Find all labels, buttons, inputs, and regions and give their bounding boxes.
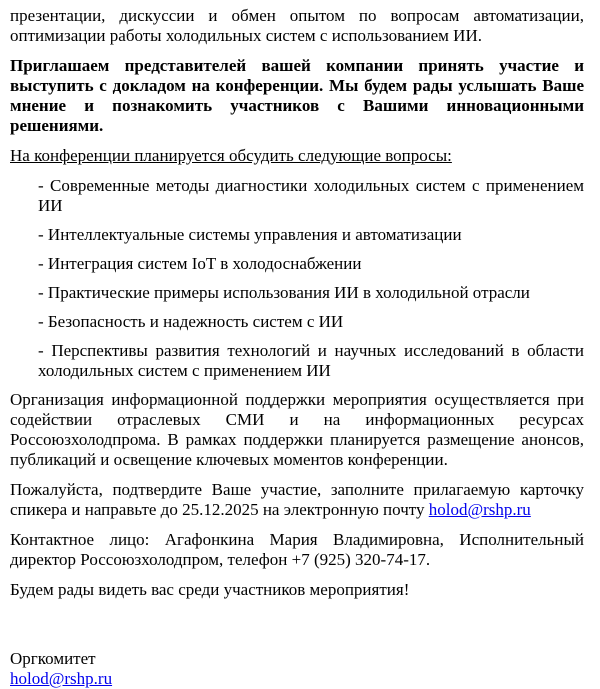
signature-email-link[interactable]: holod@rshp.ru (10, 669, 113, 688)
agenda-item: - Интеграция систем IoT в холодоснабжении (38, 254, 362, 273)
paragraph-media-support: Организация информационной поддержки мероприятия осуществляется при содействии отраслевых СМИ и на информационных ресурсах Россоюзхолодпрома. В рамках поддержки планируется размещение анонсов, публикаций и освещение ключевых моментов конференции. (10, 390, 584, 469)
agenda-heading-text: На конференции планируется обсудить следующие вопросы: (10, 146, 452, 165)
paragraph-intro-continuation: презентации, дискуссии и обмен опытом по вопросам автоматизации, оптимизации работы холодильных систем с использованием ИИ. (10, 6, 584, 45)
agenda-heading (10, 146, 584, 166)
paragraph-invitation: Приглашаем представителей вашей компании принять участие и выступить с докладом на конференции. Мы будем рады услышать Ваше мнение и познакомить участников с Вашими инновационными решениями. (10, 56, 584, 135)
confirmation-text: Пожалуйста, подтвердите Ваше участие, заполните прилагаемую карточку спикера и направьте до 25.12.2025 на электронную почту (10, 480, 584, 519)
agenda-item: - Практические примеры использования ИИ в холодильной отрасли (38, 283, 530, 302)
signature-name: Оргкомитет (10, 649, 96, 668)
blank-gap (10, 610, 584, 649)
paragraph-closing: Будем рады видеть вас среди участников мероприятия! (10, 580, 410, 599)
paragraph-contact: Контактное лицо: Агафонкина Мария Владимировна, Исполнительный директор Россоюзхолодпром, телефон +7 (925) 320-74-17. (10, 530, 584, 569)
email-link[interactable]: holod@rshp.ru (428, 500, 531, 519)
signature-block (10, 649, 584, 689)
agenda-item: - Современные методы диагностики холодильных систем с применением ИИ (38, 176, 584, 215)
paragraph-confirmation (10, 480, 584, 520)
agenda-list (10, 176, 584, 381)
agenda-item: - Безопасность и надежность систем с ИИ (38, 312, 344, 331)
agenda-item: - Перспективы развития технологий и научных исследований в области холодильных систем с применением ИИ (38, 341, 584, 380)
agenda-item: - Интеллектуальные системы управления и автоматизации (38, 225, 462, 244)
